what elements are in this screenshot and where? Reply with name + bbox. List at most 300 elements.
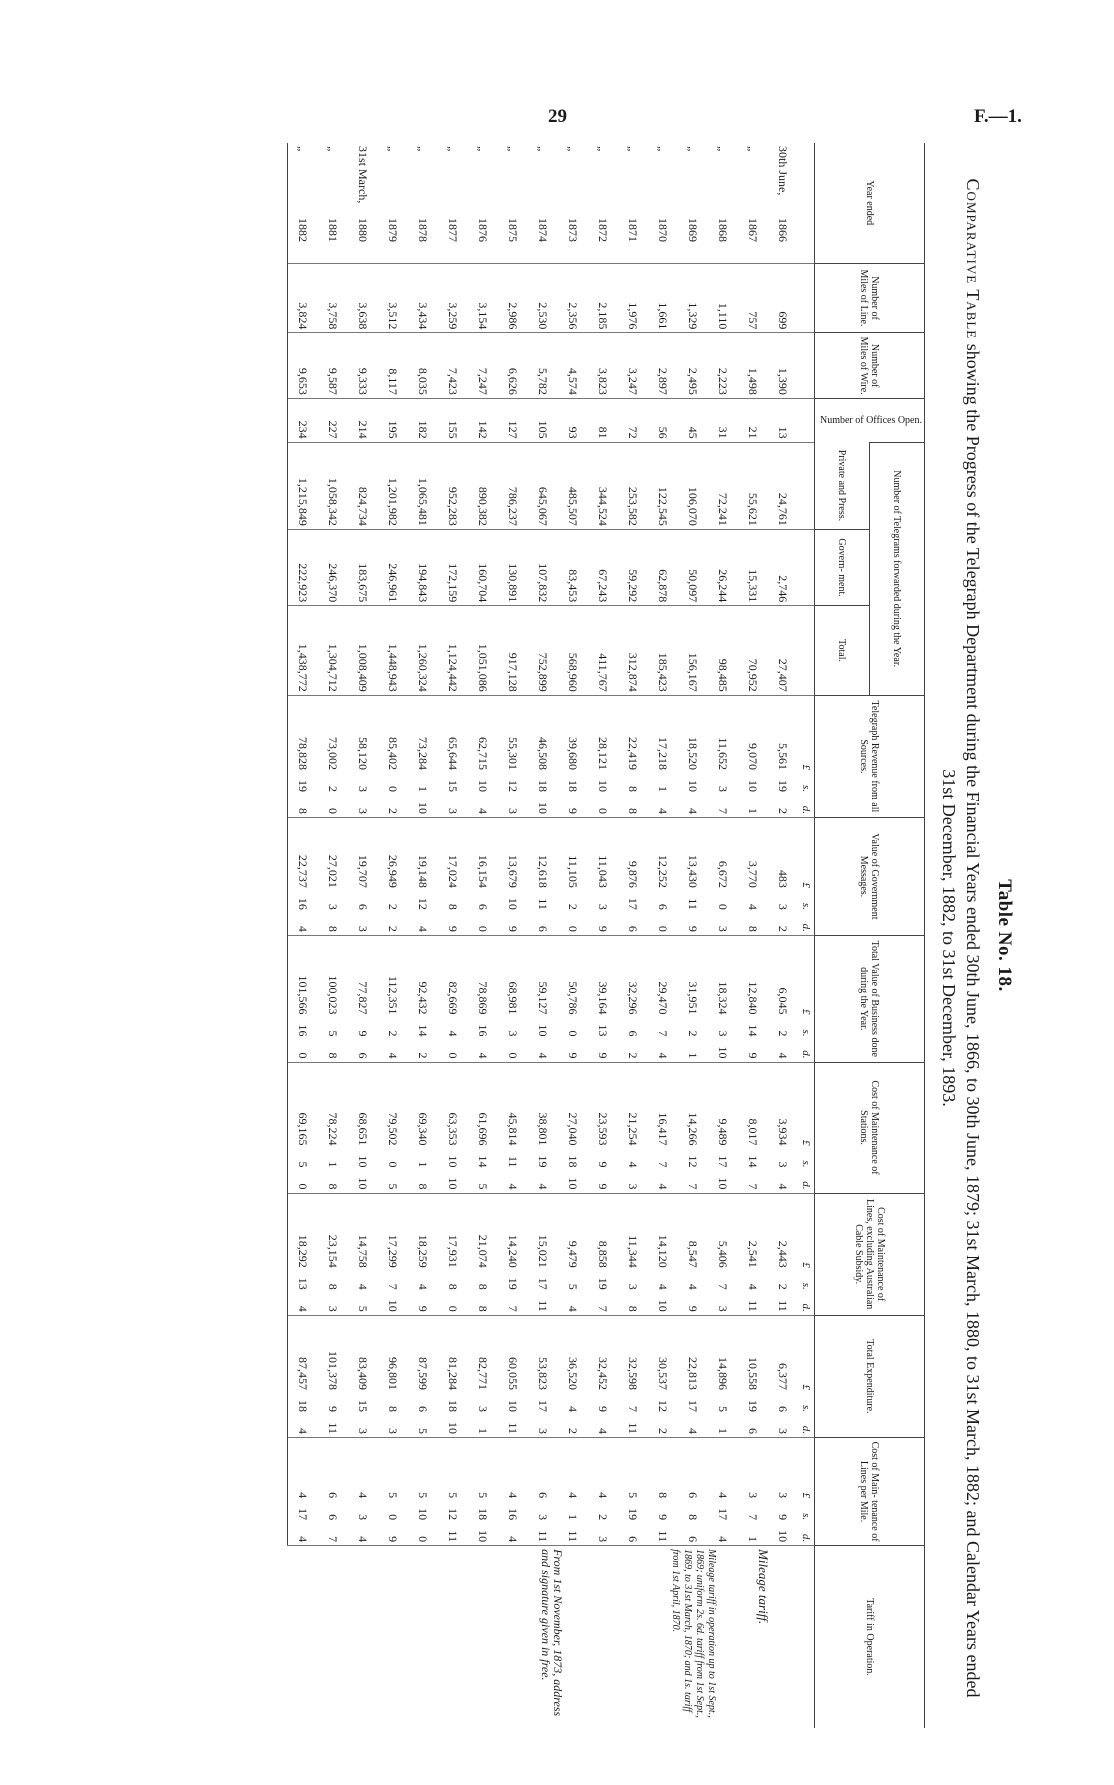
cell-bus <box>738 935 768 1062</box>
cell-pence: 0 <box>656 925 671 932</box>
cell-pence: 11 <box>626 1422 641 1435</box>
cell-sta <box>558 1062 588 1193</box>
cell-line: 2,356 <box>558 263 588 333</box>
cell-pence: 7 <box>506 1305 521 1312</box>
cell-pounds: 11,344 <box>626 1235 641 1268</box>
cell-offices: 21 <box>738 398 768 442</box>
cell-shillings: 2 <box>326 786 341 793</box>
cell-pence: 7 <box>746 1183 761 1190</box>
cell-pence: 8 <box>476 1305 491 1312</box>
cell-pounds: 11,652 <box>716 737 731 771</box>
table-row <box>468 143 498 1728</box>
cell-total: 1,260,324 <box>408 606 438 696</box>
cell-gov: 246,961 <box>378 529 408 605</box>
cell-pence: 2 <box>776 808 791 815</box>
cell-pounds: 32,296 <box>626 981 641 1015</box>
cell-year-value: 1881 <box>326 218 341 242</box>
cell-pm <box>588 1438 618 1546</box>
cell-year-value: 1874 <box>536 218 551 242</box>
cell-shillings: 14 <box>476 1155 491 1168</box>
cell-pence: 4 <box>416 925 431 932</box>
cell-pounds: 11,105 <box>566 855 581 888</box>
cell-offices: 72 <box>618 398 648 442</box>
cell-pounds: 14,758 <box>356 1234 371 1268</box>
table-row <box>588 143 618 1728</box>
cell-pence: 3 <box>356 808 371 815</box>
cell-pounds: 78,828 <box>296 737 311 771</box>
cell-period: „ <box>446 146 461 152</box>
cell-shillings: 8 <box>476 1283 491 1290</box>
cell-gov: 26,244 <box>708 529 738 605</box>
cell-lin <box>528 1193 558 1315</box>
header-per-mile: Cost of Main- tenance of Lines per Mile. <box>814 1438 924 1546</box>
cell-rev <box>648 695 678 817</box>
cell-pounds: 4 <box>296 1492 311 1499</box>
unit-pound: £ <box>799 1262 812 1268</box>
cell-pounds: 2,443 <box>776 1240 791 1268</box>
cell-pounds: 21,254 <box>626 1112 641 1146</box>
cell-rev <box>768 695 798 817</box>
table-row <box>678 143 708 1728</box>
cell-pounds: 2,541 <box>746 1240 761 1268</box>
cell-lin <box>588 1193 618 1315</box>
cell-total: 156,167 <box>678 606 708 696</box>
cell-pence: 10 <box>776 1530 791 1543</box>
cell-gval <box>498 818 528 936</box>
cell-shillings: 6 <box>326 1514 341 1521</box>
cell-shillings: 1 <box>656 786 671 793</box>
cell-pence: 5 <box>386 1183 401 1190</box>
cell-pounds: 18,324 <box>716 981 731 1015</box>
cell-shillings: 5 <box>716 1406 731 1413</box>
cell-pounds: 6 <box>536 1492 551 1499</box>
cell-pm <box>438 1438 468 1546</box>
cell-gov: 107,832 <box>528 529 558 605</box>
cell-shillings: 5 <box>326 1030 341 1037</box>
cell-wire: 4,574 <box>558 333 588 398</box>
cell-pm <box>648 1438 678 1546</box>
cell-wire: 9,333 <box>348 333 378 398</box>
cell-lin <box>318 1193 348 1315</box>
cell-pence: 9 <box>566 1052 581 1059</box>
cell-sta <box>408 1062 438 1193</box>
cell-lin <box>738 1193 768 1315</box>
cell-pence: 7 <box>716 808 731 815</box>
cell-pence: 11 <box>536 1530 551 1543</box>
cell-pence: 3 <box>626 1183 641 1190</box>
table-row <box>738 143 768 1728</box>
cell-lin <box>287 1193 318 1315</box>
cell-rev <box>318 695 348 817</box>
cell-year-value: 1882 <box>296 218 311 242</box>
progress-table <box>287 143 925 1728</box>
cell-pence: 3 <box>356 925 371 932</box>
cell-shillings: 16 <box>506 1508 521 1521</box>
cell-pence: 4 <box>716 1536 731 1543</box>
cell-wire: 2,897 <box>648 333 678 398</box>
unit-pound: £ <box>799 882 812 888</box>
cell-lin <box>408 1193 438 1315</box>
cell-rev <box>438 695 468 817</box>
cell-shillings: 4 <box>356 1283 371 1290</box>
cell-bus <box>348 935 378 1062</box>
cell-pounds: 101,378 <box>326 1351 341 1391</box>
cell-pounds: 14,240 <box>506 1234 521 1268</box>
cell-offices: 142 <box>468 398 498 442</box>
header-offices <box>814 398 924 442</box>
cell-shillings: 10 <box>686 780 701 793</box>
cell-pounds: 17,218 <box>656 737 671 771</box>
cell-shillings: 8 <box>386 1406 401 1413</box>
table-number: Table No. 18. <box>994 879 1015 992</box>
cell-pence: 4 <box>656 1052 671 1059</box>
cell-pence: 1 <box>686 1052 701 1059</box>
cell-pm <box>468 1438 498 1546</box>
cell-year <box>678 143 708 263</box>
cell-wire: 6,626 <box>498 333 528 398</box>
cell-gov: 50,097 <box>678 529 708 605</box>
cell-pounds: 77,827 <box>356 981 371 1015</box>
cell-pence: 4 <box>296 925 311 932</box>
cell-gval <box>648 818 678 936</box>
cell-pounds: 87,599 <box>416 1357 431 1391</box>
cell-rev <box>348 695 378 817</box>
unit-d: d. <box>799 1181 812 1190</box>
cell-shillings: 3 <box>356 786 371 793</box>
cell-pounds: 87,457 <box>296 1357 311 1391</box>
cell-total: 568,960 <box>558 606 588 696</box>
document-code: F.—1. <box>974 106 1022 127</box>
cell-gval <box>287 818 318 936</box>
cell-bus <box>768 935 798 1062</box>
cell-private: 72,241 <box>708 442 738 529</box>
tariff-note-address: From 1st November, 1873, address and signature given in free. <box>538 1549 565 1717</box>
cell-pounds: 15,021 <box>536 1234 551 1268</box>
cell-wire: 8,117 <box>378 333 408 398</box>
cell-exp <box>588 1315 618 1437</box>
cell-pounds: 5 <box>416 1492 431 1499</box>
cell-shillings: 9 <box>776 1514 791 1521</box>
cell-shillings: 15 <box>446 780 461 793</box>
cell-year <box>378 143 408 263</box>
table-row <box>378 143 408 1728</box>
cell-sta <box>498 1062 528 1193</box>
cell-year <box>528 143 558 263</box>
cell-bus <box>408 935 438 1062</box>
cell-sta <box>708 1062 738 1193</box>
cell-pence: 8 <box>626 808 641 815</box>
table-row <box>768 143 798 1728</box>
cell-pence: 5 <box>356 1305 371 1312</box>
cell-pence: 9 <box>596 925 611 932</box>
cell-year-value: 1872 <box>596 218 611 242</box>
unit-s: s. <box>799 902 812 910</box>
cell-sta <box>618 1062 648 1193</box>
cell-pounds: 6,045 <box>776 987 791 1015</box>
cell-pence: 4 <box>506 1183 521 1190</box>
cell-shillings: 1 <box>416 786 431 793</box>
cell-rev <box>708 695 738 817</box>
cell-pounds: 73,284 <box>416 737 431 771</box>
cell-pounds: 39,164 <box>596 981 611 1015</box>
unit-pound: £ <box>799 1140 812 1146</box>
cell-pence: 4 <box>356 1536 371 1543</box>
cell-pence: 4 <box>656 1183 671 1190</box>
cell-shillings: 12 <box>656 1400 671 1413</box>
cell-rev <box>588 695 618 817</box>
cell-pounds: 79,502 <box>386 1112 401 1146</box>
table-row <box>348 143 378 1728</box>
cell-pounds: 83,409 <box>356 1357 371 1391</box>
cell-shillings: 3 <box>356 1514 371 1521</box>
cell-year <box>558 143 588 263</box>
table-row <box>618 143 648 1728</box>
cell-pounds: 32,598 <box>626 1357 641 1391</box>
cell-pounds: 23,593 <box>596 1112 611 1146</box>
cell-pounds: 55,301 <box>506 737 521 771</box>
cell-gov: 130,891 <box>498 529 528 605</box>
cell-shillings: 18 <box>536 780 551 793</box>
cell-pounds: 8,017 <box>746 1118 761 1146</box>
cell-pence: 11 <box>746 1300 761 1312</box>
cell-pence: 9 <box>596 1183 611 1190</box>
cell-pence: 11 <box>566 1530 581 1543</box>
cell-total: 752,899 <box>528 606 558 696</box>
cell-shillings: 4 <box>626 1161 641 1168</box>
cell-total: 1,448,943 <box>378 606 408 696</box>
cell-shillings: 2 <box>566 903 581 910</box>
cell-total: 185,423 <box>648 606 678 696</box>
cell-lin <box>678 1193 708 1315</box>
cell-wire: 7,423 <box>438 333 468 398</box>
cell-line: 1,661 <box>648 263 678 333</box>
cell-bus <box>648 935 678 1062</box>
cell-pence: 10 <box>656 1299 671 1312</box>
cell-pounds: 16,154 <box>476 854 491 888</box>
header-revenue: Telegraph Revenue from all Sources. <box>814 695 924 817</box>
cell-offices: 13 <box>768 398 798 442</box>
cell-shillings: 12 <box>416 897 431 910</box>
table-row <box>528 143 558 1728</box>
cell-pence: 3 <box>536 1428 551 1435</box>
cell-pence: 4 <box>686 808 701 815</box>
cell-year <box>408 143 438 263</box>
cell-wire: 1,498 <box>738 333 768 398</box>
cell-gval <box>318 818 348 936</box>
cell-bus <box>588 935 618 1062</box>
table-row <box>498 143 528 1728</box>
cell-shillings: 8 <box>446 1283 461 1290</box>
cell-shillings: 10 <box>356 1155 371 1168</box>
cell-shillings: 10 <box>476 780 491 793</box>
unit-d: d. <box>799 1425 812 1435</box>
cell-shillings: 1 <box>326 1161 341 1168</box>
cell-shillings: 16 <box>476 1024 491 1037</box>
header-tariff: Tariff in Operation. <box>814 1546 924 1728</box>
title-lead: Comparative Table <box>963 178 983 340</box>
cell-pence: 6 <box>356 1052 371 1059</box>
cell-line: 3,154 <box>468 263 498 333</box>
header-expenditure: Total Expenditure. <box>814 1315 924 1437</box>
cell-shillings: 18 <box>296 1400 311 1413</box>
cell-sta <box>768 1062 798 1193</box>
cell-pence: 9 <box>596 1052 611 1059</box>
header-offices-text: Number of Offices Open. <box>819 414 922 426</box>
cell-shillings: 4 <box>746 903 761 910</box>
cell-shillings: 14 <box>416 1024 431 1037</box>
cell-private: 645,067 <box>528 442 558 529</box>
cell-year <box>498 143 528 263</box>
cell-wire: 2,223 <box>708 333 738 398</box>
cell-pm <box>708 1438 738 1546</box>
cell-year <box>738 143 768 263</box>
cell-pounds: 69,165 <box>296 1112 311 1146</box>
header-miles-line: Number of Miles of Line. <box>814 263 924 333</box>
cell-shillings: 10 <box>746 780 761 793</box>
cell-shillings: 0 <box>566 1030 581 1037</box>
cell-shillings: 19 <box>596 1277 611 1290</box>
cell-pounds: 5 <box>476 1492 491 1499</box>
cell-offices: 214 <box>348 398 378 442</box>
table-row <box>648 143 678 1728</box>
cell-total: 27,407 <box>768 606 798 696</box>
cell-pence: 8 <box>326 1052 341 1059</box>
cell-pence: 4 <box>296 1536 311 1543</box>
cell-pence: 8 <box>416 1183 431 1190</box>
cell-private: 24,761 <box>768 442 798 529</box>
cell-private: 344,524 <box>588 442 618 529</box>
cell-offices: 81 <box>588 398 618 442</box>
cell-pence: 10 <box>356 1177 371 1190</box>
cell-year-value: 1867 <box>746 218 761 242</box>
cell-pounds: 16,417 <box>656 1112 671 1146</box>
cell-shillings: 9 <box>356 1030 371 1037</box>
cell-pence: 3 <box>596 1536 611 1543</box>
cell-pence: 3 <box>386 1428 401 1435</box>
cell-pence: 9 <box>386 1536 401 1543</box>
cell-shillings: 19 <box>296 780 311 793</box>
cell-pm <box>378 1438 408 1546</box>
cell-pence: 11 <box>446 1530 461 1543</box>
cell-pounds: 92,432 <box>416 981 431 1015</box>
cell-period: „ <box>626 146 641 152</box>
tariff-note-mileage: Mileage tariff. <box>755 1549 771 1625</box>
cell-line: 1,976 <box>618 263 648 333</box>
cell-pounds: 3,770 <box>746 860 761 888</box>
cell-pence: 9 <box>416 1305 431 1312</box>
cell-pm <box>287 1438 318 1546</box>
cell-year <box>618 143 648 263</box>
cell-private: 253,582 <box>618 442 648 529</box>
cell-gval <box>768 818 798 936</box>
cell-shillings: 16 <box>296 1024 311 1037</box>
cell-shillings: 8 <box>686 1514 701 1521</box>
cell-pence: 11 <box>776 1300 791 1312</box>
cell-pence: 4 <box>776 1183 791 1190</box>
cell-sta <box>378 1062 408 1193</box>
cell-pence: 2 <box>626 1052 641 1059</box>
cell-sta <box>738 1062 768 1193</box>
cell-pounds: 14,266 <box>686 1112 701 1146</box>
cell-pounds: 6 <box>326 1492 341 1499</box>
cell-line: 3,434 <box>408 263 438 333</box>
cell-pounds: 13,430 <box>686 854 701 888</box>
cell-shillings: 9 <box>596 1406 611 1413</box>
cell-private: 824,734 <box>348 442 378 529</box>
rotated-table-block <box>195 138 1015 1733</box>
cell-pounds: 29,470 <box>656 981 671 1015</box>
cell-sta <box>468 1062 498 1193</box>
cell-pounds: 23,154 <box>326 1234 341 1268</box>
cell-pounds: 6,377 <box>776 1363 791 1391</box>
cell-shillings: 17 <box>536 1400 551 1413</box>
money-unit-cell <box>798 818 815 936</box>
cell-gov: 246,370 <box>318 529 348 605</box>
cell-shillings: 4 <box>446 1030 461 1037</box>
tariff-cell <box>287 1546 814 1728</box>
cell-pounds: 60,055 <box>506 1357 521 1391</box>
cell-gov: 67,243 <box>588 529 618 605</box>
cell-year <box>348 143 378 263</box>
cell-pence: 11 <box>536 1300 551 1312</box>
cell-offices: 56 <box>648 398 678 442</box>
unit-row <box>798 143 815 1728</box>
cell-pence: 2 <box>776 925 791 932</box>
cell-wire: 9,587 <box>318 333 348 398</box>
cell-pounds: 85,402 <box>386 737 401 771</box>
cell-wire: 8,035 <box>408 333 438 398</box>
cell-pence: 9 <box>446 925 461 932</box>
unit-s: s. <box>799 1029 812 1037</box>
cell-pounds: 18,520 <box>686 737 701 771</box>
cell-pence: 3 <box>716 925 731 932</box>
cell-lin <box>498 1193 528 1315</box>
cell-period: „ <box>476 146 491 152</box>
cell-pence: 10 <box>446 1422 461 1435</box>
cell-private: 485,507 <box>558 442 588 529</box>
cell-shillings: 12 <box>686 1155 701 1168</box>
cell-year <box>468 143 498 263</box>
cell-pounds: 62,715 <box>476 737 491 771</box>
header-gov-value: Value of Government Messages. <box>814 818 924 936</box>
table-row <box>558 143 588 1728</box>
cell-pounds: 61,696 <box>476 1112 491 1146</box>
cell-shillings: 19 <box>506 1277 521 1290</box>
cell-shillings: 2 <box>386 903 401 910</box>
cell-rev <box>678 695 708 817</box>
cell-pounds: 69,340 <box>416 1112 431 1146</box>
cell-wire: 3,823 <box>588 333 618 398</box>
unit-d: d. <box>799 805 812 815</box>
cell-pence: 2 <box>386 925 401 932</box>
cell-pounds: 82,669 <box>446 981 461 1015</box>
cell-line: 757 <box>738 263 768 333</box>
cell-sta <box>348 1062 378 1193</box>
cell-shillings: 8 <box>326 1283 341 1290</box>
unit-s: s. <box>799 1282 812 1290</box>
cell-pence: 8 <box>326 925 341 932</box>
table-title <box>937 168 985 1708</box>
cell-pence: 6 <box>626 1536 641 1543</box>
cell-pounds: 4 <box>356 1492 371 1499</box>
cell-pounds: 5 <box>446 1492 461 1499</box>
cell-period: „ <box>506 146 521 152</box>
cell-pence: 10 <box>446 1177 461 1190</box>
cell-pounds: 22,419 <box>626 737 641 771</box>
cell-shillings: 3 <box>326 903 341 910</box>
cell-pence: 1 <box>476 1428 491 1435</box>
cell-exp <box>348 1315 378 1437</box>
